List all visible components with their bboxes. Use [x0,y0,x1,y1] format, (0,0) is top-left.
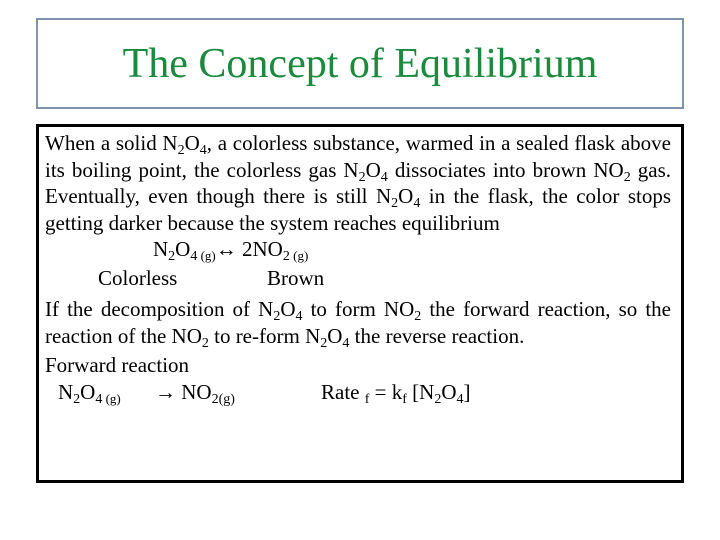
title-box [36,18,684,109]
forward-reaction-heading: Forward reaction [45,353,190,377]
forward-product: → $NO_{2(g)}$ [155,379,235,407]
forward-arrow: → NO [155,379,212,404]
forward-equation: $N_2O_4$ $_{(g)}$ [58,379,121,407]
brown-label: Brown [267,266,325,290]
forward-equation-row [45,379,671,409]
equation-text: $N_2O_4$ $_{(g)}$↔ $2NO_2$ $_{(g)}$ [153,237,309,264]
colorless-label: Colorless [98,266,178,290]
slide-title: The Concept of Equilibrium [122,40,598,87]
equilibrium-equation [45,236,671,265]
content-box [36,124,684,483]
color-labels-row [45,265,671,294]
direction-paragraph: If the decomposition of $N_2O_4$ to form $NO_2$ the forward reaction, so the reaction of the $NO_2$ to re-form $N_2O_4$ the reverse reaction. [45,297,671,351]
rate-law: Rate $_f = k_f$ $[N_2O_4]$ [321,379,471,407]
intro-paragraph: When a solid $N_2O_4$, a colorless substance, warmed in a sealed flask above its boiling point, the colorless gas $N_2O_4$ dissociates into brown $NO_2$ gas. Eventually, even though there is still $N_2O_4$ in the flask, the color stops getting darker because the system reaches equilibrium [45,131,671,235]
equilibrium-arrow: ↔ [215,237,237,261]
